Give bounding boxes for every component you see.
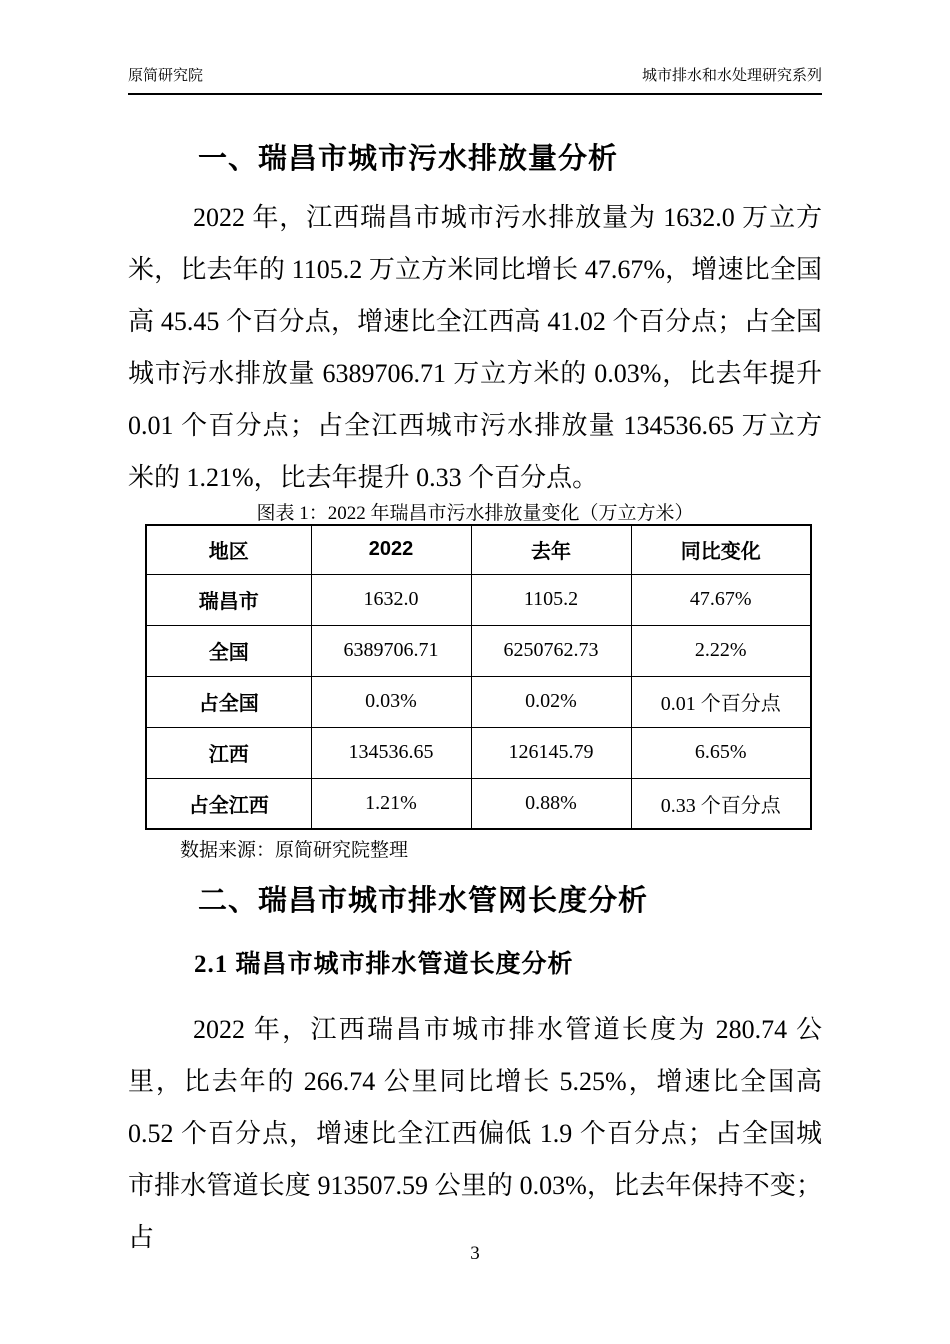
- table-cell: 0.01 个百分点: [631, 676, 811, 727]
- table-cell: 0.02%: [471, 676, 631, 727]
- table-cell: 6.65%: [631, 727, 811, 778]
- header-right-text: 城市排水和水处理研究系列: [641, 67, 822, 84]
- header-left-text: 原简研究院: [128, 67, 204, 84]
- table-row: [146, 778, 811, 829]
- table-cell: 1.21%: [311, 778, 471, 829]
- table-cell: 占全江西: [146, 778, 311, 829]
- table-cell: 126145.79: [471, 727, 631, 778]
- section2-subtitle: 2.1 瑞昌市城市排水管道长度分析: [194, 951, 574, 978]
- table-header-2022: 2022: [311, 525, 471, 574]
- table-header-region: 地区: [146, 525, 311, 574]
- table-cell: 0.33 个百分点: [631, 778, 811, 829]
- table-row: [146, 574, 811, 625]
- section1-title: 一、瑞昌市城市污水排放量分析: [198, 143, 619, 175]
- table-cell: 江西: [146, 727, 311, 778]
- page-header: [128, 64, 822, 95]
- table-cell: 0.03%: [311, 676, 471, 727]
- table-cell: 1632.0: [311, 574, 471, 625]
- table-cell: 瑞昌市: [146, 574, 311, 625]
- sewage-data-table: [145, 524, 812, 830]
- table-header-row: [146, 525, 811, 574]
- table-cell: 2.22%: [631, 625, 811, 676]
- table-row: [146, 625, 811, 676]
- table-row: [146, 676, 811, 727]
- table-cell: 134536.65: [311, 727, 471, 778]
- table-cell: 6389706.71: [311, 625, 471, 676]
- table-cell: 6250762.73: [471, 625, 631, 676]
- page-number: 3: [470, 1243, 480, 1264]
- section2-title: 二、瑞昌市城市排水管网长度分析: [198, 885, 649, 917]
- table-header-lastyear: 去年: [471, 525, 631, 574]
- table-header-change: 同比变化: [631, 525, 811, 574]
- table-cell: 全国: [146, 625, 311, 676]
- table-cell: 47.67%: [631, 574, 811, 625]
- table-cell: 1105.2: [471, 574, 631, 625]
- table-caption: 图表 1：2022 年瑞昌市污水排放量变化（万立方米）: [256, 503, 694, 524]
- section1-paragraph: 2022 年，江西瑞昌市城市污水排放量为 1632.0 万立方米，比去年的 1105.2 万立方米同比增长 47.67%，增速比全国高 45.45 个百分点，增速比全江西高 41.02 个百分点；占全国城市污水排放量 6389706.71 万立方米的 0.03%，比去年提升 0.01 个百分点；占全江西城市污水排放量 134536.65 万立方米的 1.21%，比去年提升 0.33 个百分点。: [128, 203, 822, 492]
- section2-paragraph: 2022 年，江西瑞昌市城市排水管道长度为 280.74 公里，比去年的 266.74 公里同比增长 5.25%，增速比全国高 0.52 个百分点，增速比全江西偏低 1.9 个百分点；占全国城市排水管道长度 913507.59 公里的 0.03%，比去年保持不变；占: [128, 1015, 822, 1252]
- table-row: [146, 727, 811, 778]
- table-cell: 占全国: [146, 676, 311, 727]
- data-source-note: 数据来源：原简研究院整理: [180, 840, 409, 861]
- table-cell: 0.88%: [471, 778, 631, 829]
